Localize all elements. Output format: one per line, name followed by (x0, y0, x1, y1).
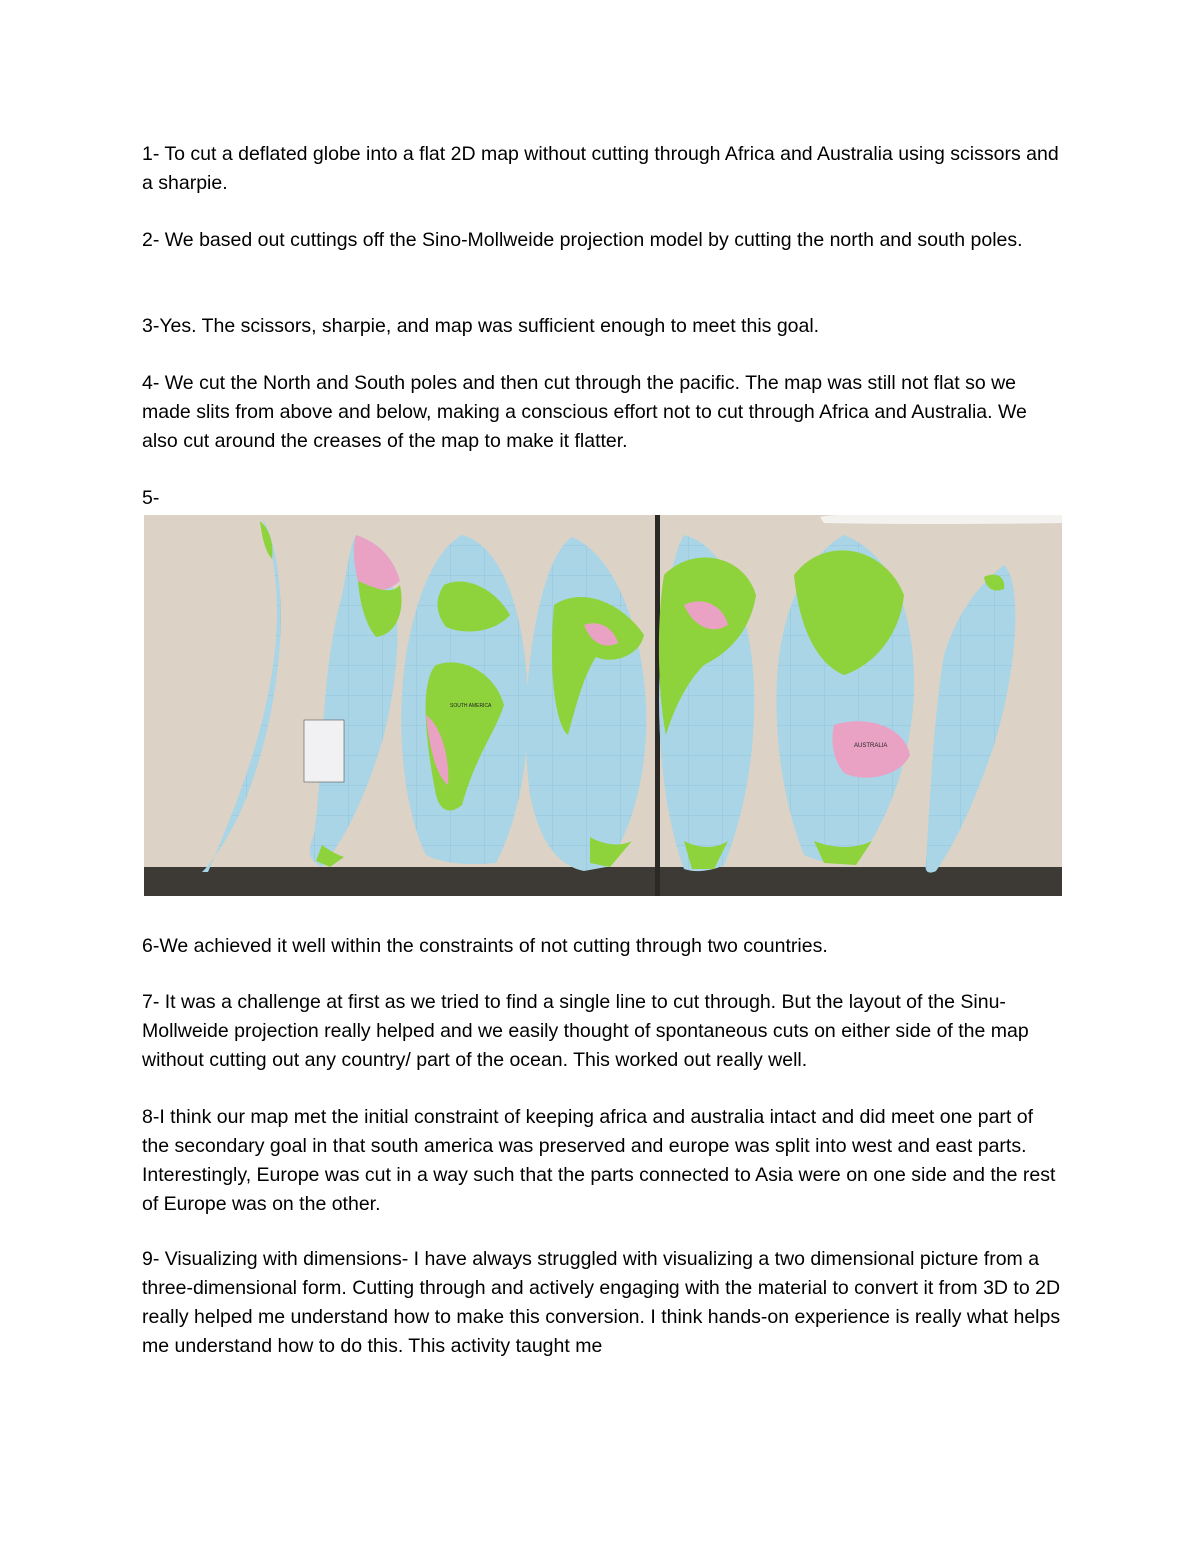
paragraph-9: 9- Visualizing with dimensions- I have always struggled with visualizing a two dimensional picture from a three-dimensional form. Cutting through and actively engaging with the material to convert it from 3D to 2D really helped me understand how to make this conversion. I think hands-on experience is really what helps me understand how to do this. This activity taught me (142, 1248, 1061, 1357)
paragraph-5: 5- (142, 487, 160, 509)
paragraph-4: 4- We cut the North and South poles and then cut through the pacific. The map was still not flat so we made slits from above and below, making a conscious effort not to cut through Africa and Australia. We also cut around the creases of the map to make it flatter. (142, 372, 1027, 452)
paragraph-1: 1- To cut a deflated globe into a flat 2D map without cutting through Africa and Australia using scissors and a sharpie. (142, 143, 1059, 194)
paragraph-2: 2- We based out cuttings off the Sino-Mollweide projection model by cutting the north and south poles. (142, 229, 1023, 251)
paragraph-7: 7- It was a challenge at first as we tried to find a single line to cut through. But the layout of the Sinu-Mollweide projection really helped and we easily thought of spontaneous cuts on either side of the map without cutting out any country/ part of the ocean. This worked out really well. (142, 991, 1029, 1071)
paragraph-6: 6-We achieved it well within the constraints of not cutting through two countries. (142, 935, 828, 957)
paragraph-3: 3-Yes. The scissors, sharpie, and map was sufficient enough to meet this goal. (142, 315, 820, 337)
paragraph-8: 8-I think our map met the initial constraint of keeping africa and australia intact and did meet one part of the secondary goal in that south america was preserved and europe was split into west and east parts. Interestingly, Europe was cut in a way such that the parts connected to Asia were on one side and the rest of Europe was on the other. (142, 1106, 1056, 1215)
table-edge-bottom (144, 867, 1062, 896)
paper-corner (820, 515, 1062, 524)
map-label-south-america: SOUTH AMERICA (450, 703, 492, 709)
map-label-australia: AUSTRALIA (854, 743, 888, 749)
globe-gores-photo (144, 515, 1062, 896)
